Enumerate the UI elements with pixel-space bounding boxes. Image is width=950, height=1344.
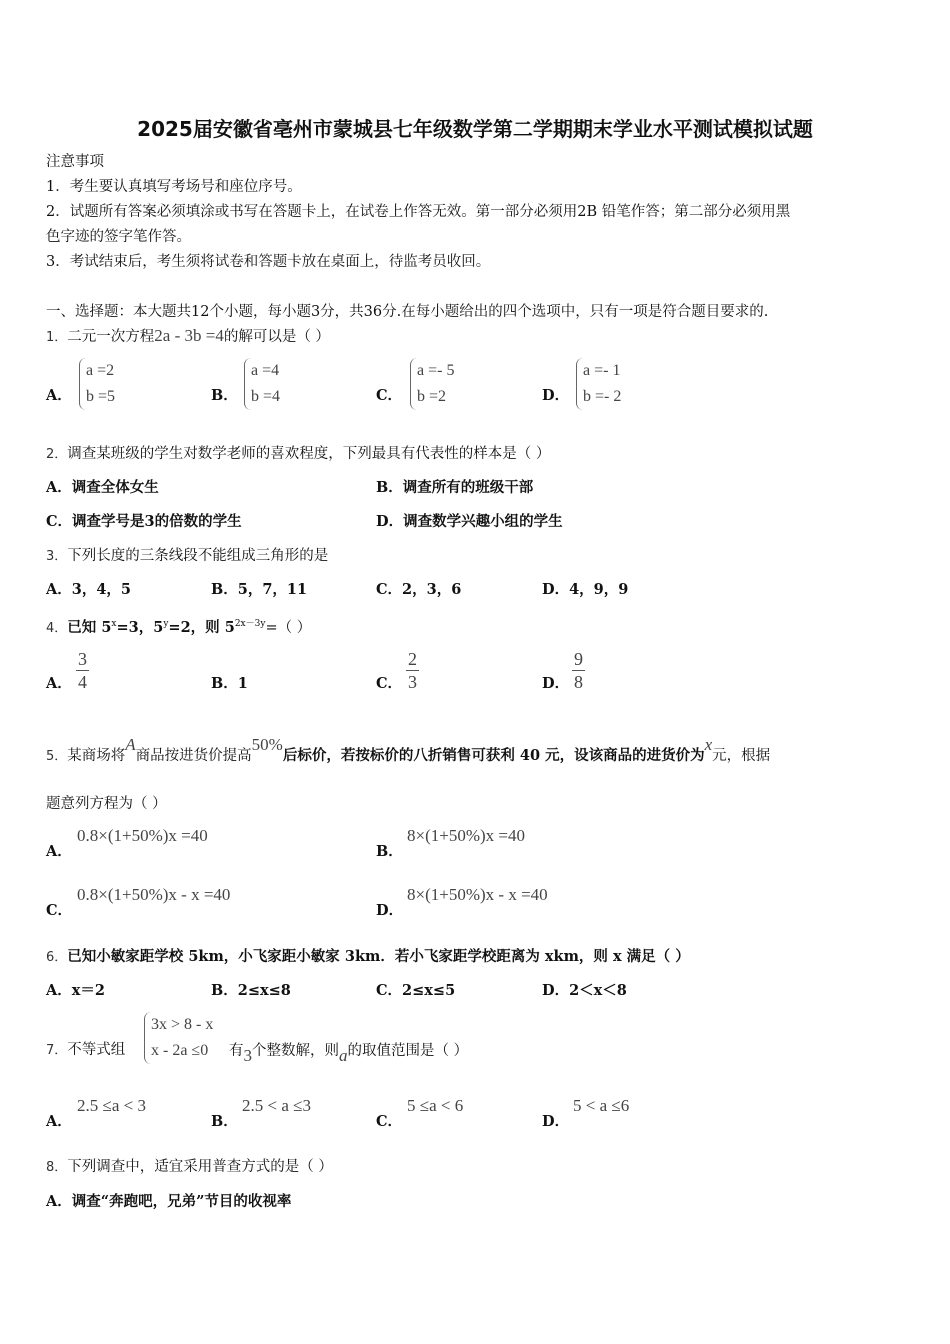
q2-option-c: C．调查学号是3的倍数的学生 xyxy=(46,513,242,530)
question-3: 3．下列长度的三条线段不能组成三角形的是 xyxy=(46,548,329,564)
q1-option-c: a =- 5 b =2 xyxy=(410,358,454,410)
q6-option-d: D．2＜x＜8 xyxy=(542,982,627,999)
q3-option-b: B．5，7，11 xyxy=(211,581,308,598)
page-title: 2025届安徽省亳州市蒙城县七年级数学第二学期期末学业水平测试模拟试题 xyxy=(137,117,813,141)
notice-heading: 注意事项 xyxy=(46,154,104,170)
q4-option-d-fraction: $\frac{9}{8}$ xyxy=(574,649,583,692)
question-number: 2． xyxy=(46,447,68,462)
q4-option-b: B．1 xyxy=(211,675,248,692)
q7-option-a: 2.5 ≤a < 3 xyxy=(77,1096,146,1115)
notice-item-3: 3．考试结束后，考生须将试卷和答题卡放在桌面上，待监考员收回。 xyxy=(46,254,491,270)
q4-option-a-label: A． xyxy=(46,675,72,692)
q7-option-a-label: A． xyxy=(46,1113,72,1130)
q5-option-a: 0.8×(1+50%)x =40 xyxy=(77,826,208,845)
q6-option-a: A．x＝2 xyxy=(46,982,105,999)
q7-option-b: 2.5 < a ≤3 xyxy=(242,1096,311,1115)
q1-option-b-label: B． xyxy=(211,387,238,404)
question-number: 4． xyxy=(46,621,68,636)
question-number: 8． xyxy=(46,1160,68,1175)
q6-option-b: B．2≤x≤8 xyxy=(211,982,291,999)
question-number: 3． xyxy=(46,549,68,564)
q7-option-d-label: D． xyxy=(542,1113,570,1130)
q4-option-d-label: D． xyxy=(542,675,570,692)
q1-option-d-label: D． xyxy=(542,387,570,404)
question-number: 5． xyxy=(46,749,68,764)
question-6: 6．已知小敏家距学校 5km，小飞家距小敏家 3km．若小飞家距学校距离为 xkm，则 x 满足（ ） xyxy=(46,948,690,965)
q7-option-b-label: B． xyxy=(211,1113,238,1130)
question-1: 1．二元一次方程2a - 3b =4的解可以是（ ） xyxy=(46,326,330,345)
q8-option-a: A．调查“奔跑吧，兄弟”节目的收视率 xyxy=(46,1193,292,1210)
question-number: 6． xyxy=(46,950,68,965)
q3-option-a: A．3，4，5 xyxy=(46,581,132,598)
q5-option-b-label: B． xyxy=(376,843,403,860)
q5-option-d: 8×(1+50%)x - x =40 xyxy=(407,885,548,904)
question-2: 2．调查某班级的学生对数学老师的喜欢程度，下列最具有代表性的样本是（ ） xyxy=(46,446,551,462)
equation: 2a - 3b =4 xyxy=(154,326,224,345)
q3-option-d: D．4，9，9 xyxy=(542,581,629,598)
question-7: 7．不等式组 xyxy=(46,1042,126,1058)
notice-item-2-cont: 色字迹的签字笔作答。 xyxy=(46,229,191,245)
q1-option-a-label: A． xyxy=(46,387,72,404)
q1-option-d: a =- 1 b =- 2 xyxy=(576,358,621,410)
q7-inequality-system: 3x > 8 - x x - 2a ≤0 xyxy=(144,1012,213,1064)
q5-option-b: 8×(1+50%)x =40 xyxy=(407,826,525,845)
q4-option-c-label: C． xyxy=(376,675,403,692)
q5-option-c: 0.8×(1+50%)x - x =40 xyxy=(77,885,231,904)
q2-option-d: D．调查数学兴趣小组的学生 xyxy=(376,513,563,530)
q7-option-d: 5 < a ≤6 xyxy=(573,1096,630,1115)
question-5: 5．某商场将A商品按进货价提高50%后标价，若按标价的八折销售可获利 40 元，设该商品的进货价为x元，根据 xyxy=(46,735,771,764)
q1-option-b: a =4 b =4 xyxy=(244,358,280,410)
section-heading: 一、选择题：本大题共12个小题，每小题3分，共36分.在每小题给出的四个选项中，只有一项是符合题目要求的. xyxy=(46,304,769,320)
q1-option-a: a =2 b =5 xyxy=(79,358,115,410)
q7-option-c-label: C． xyxy=(376,1113,403,1130)
q7-option-c: 5 ≤a < 6 xyxy=(407,1096,464,1115)
q6-option-c: C．2≤x≤5 xyxy=(376,982,456,999)
question-5-cont: 题意列方程为（ ） xyxy=(46,796,167,812)
question-8: 8．下列调查中，适宜采用普查方式的是（ ） xyxy=(46,1159,333,1175)
q5-option-d-label: D． xyxy=(376,902,404,919)
question-number: 7． xyxy=(46,1043,68,1058)
question-7-cont: 有3个整数解，则a的取值范围是（ ） xyxy=(229,1043,469,1065)
question-number: 1． xyxy=(46,330,68,345)
question-4: 4．已知 $5^x=3$，$5^y=2$，则 $5^{2x-3y}=$（ ） xyxy=(46,619,312,636)
q2-option-b: B．调查所有的班级干部 xyxy=(376,479,534,496)
notice-item-2: 2．试题所有答案必须填涂或书写在答题卡上，在试卷上作答无效。第一部分必须用2B 铅笔作答；第二部分必须用黑 xyxy=(46,204,791,220)
q5-option-a-label: A． xyxy=(46,843,72,860)
q1-option-c-label: C． xyxy=(376,387,403,404)
q2-option-a: A．调查全体女生 xyxy=(46,479,159,496)
q4-option-a-fraction: $\frac{3}{4}$ xyxy=(78,649,87,692)
q5-option-c-label: C． xyxy=(46,902,73,919)
notice-item-1: 1．考生要认真填写考场号和座位序号。 xyxy=(46,179,302,195)
q3-option-c: C．2，3，6 xyxy=(376,581,462,598)
q4-option-c-fraction: $\frac{2}{3}$ xyxy=(408,649,417,692)
